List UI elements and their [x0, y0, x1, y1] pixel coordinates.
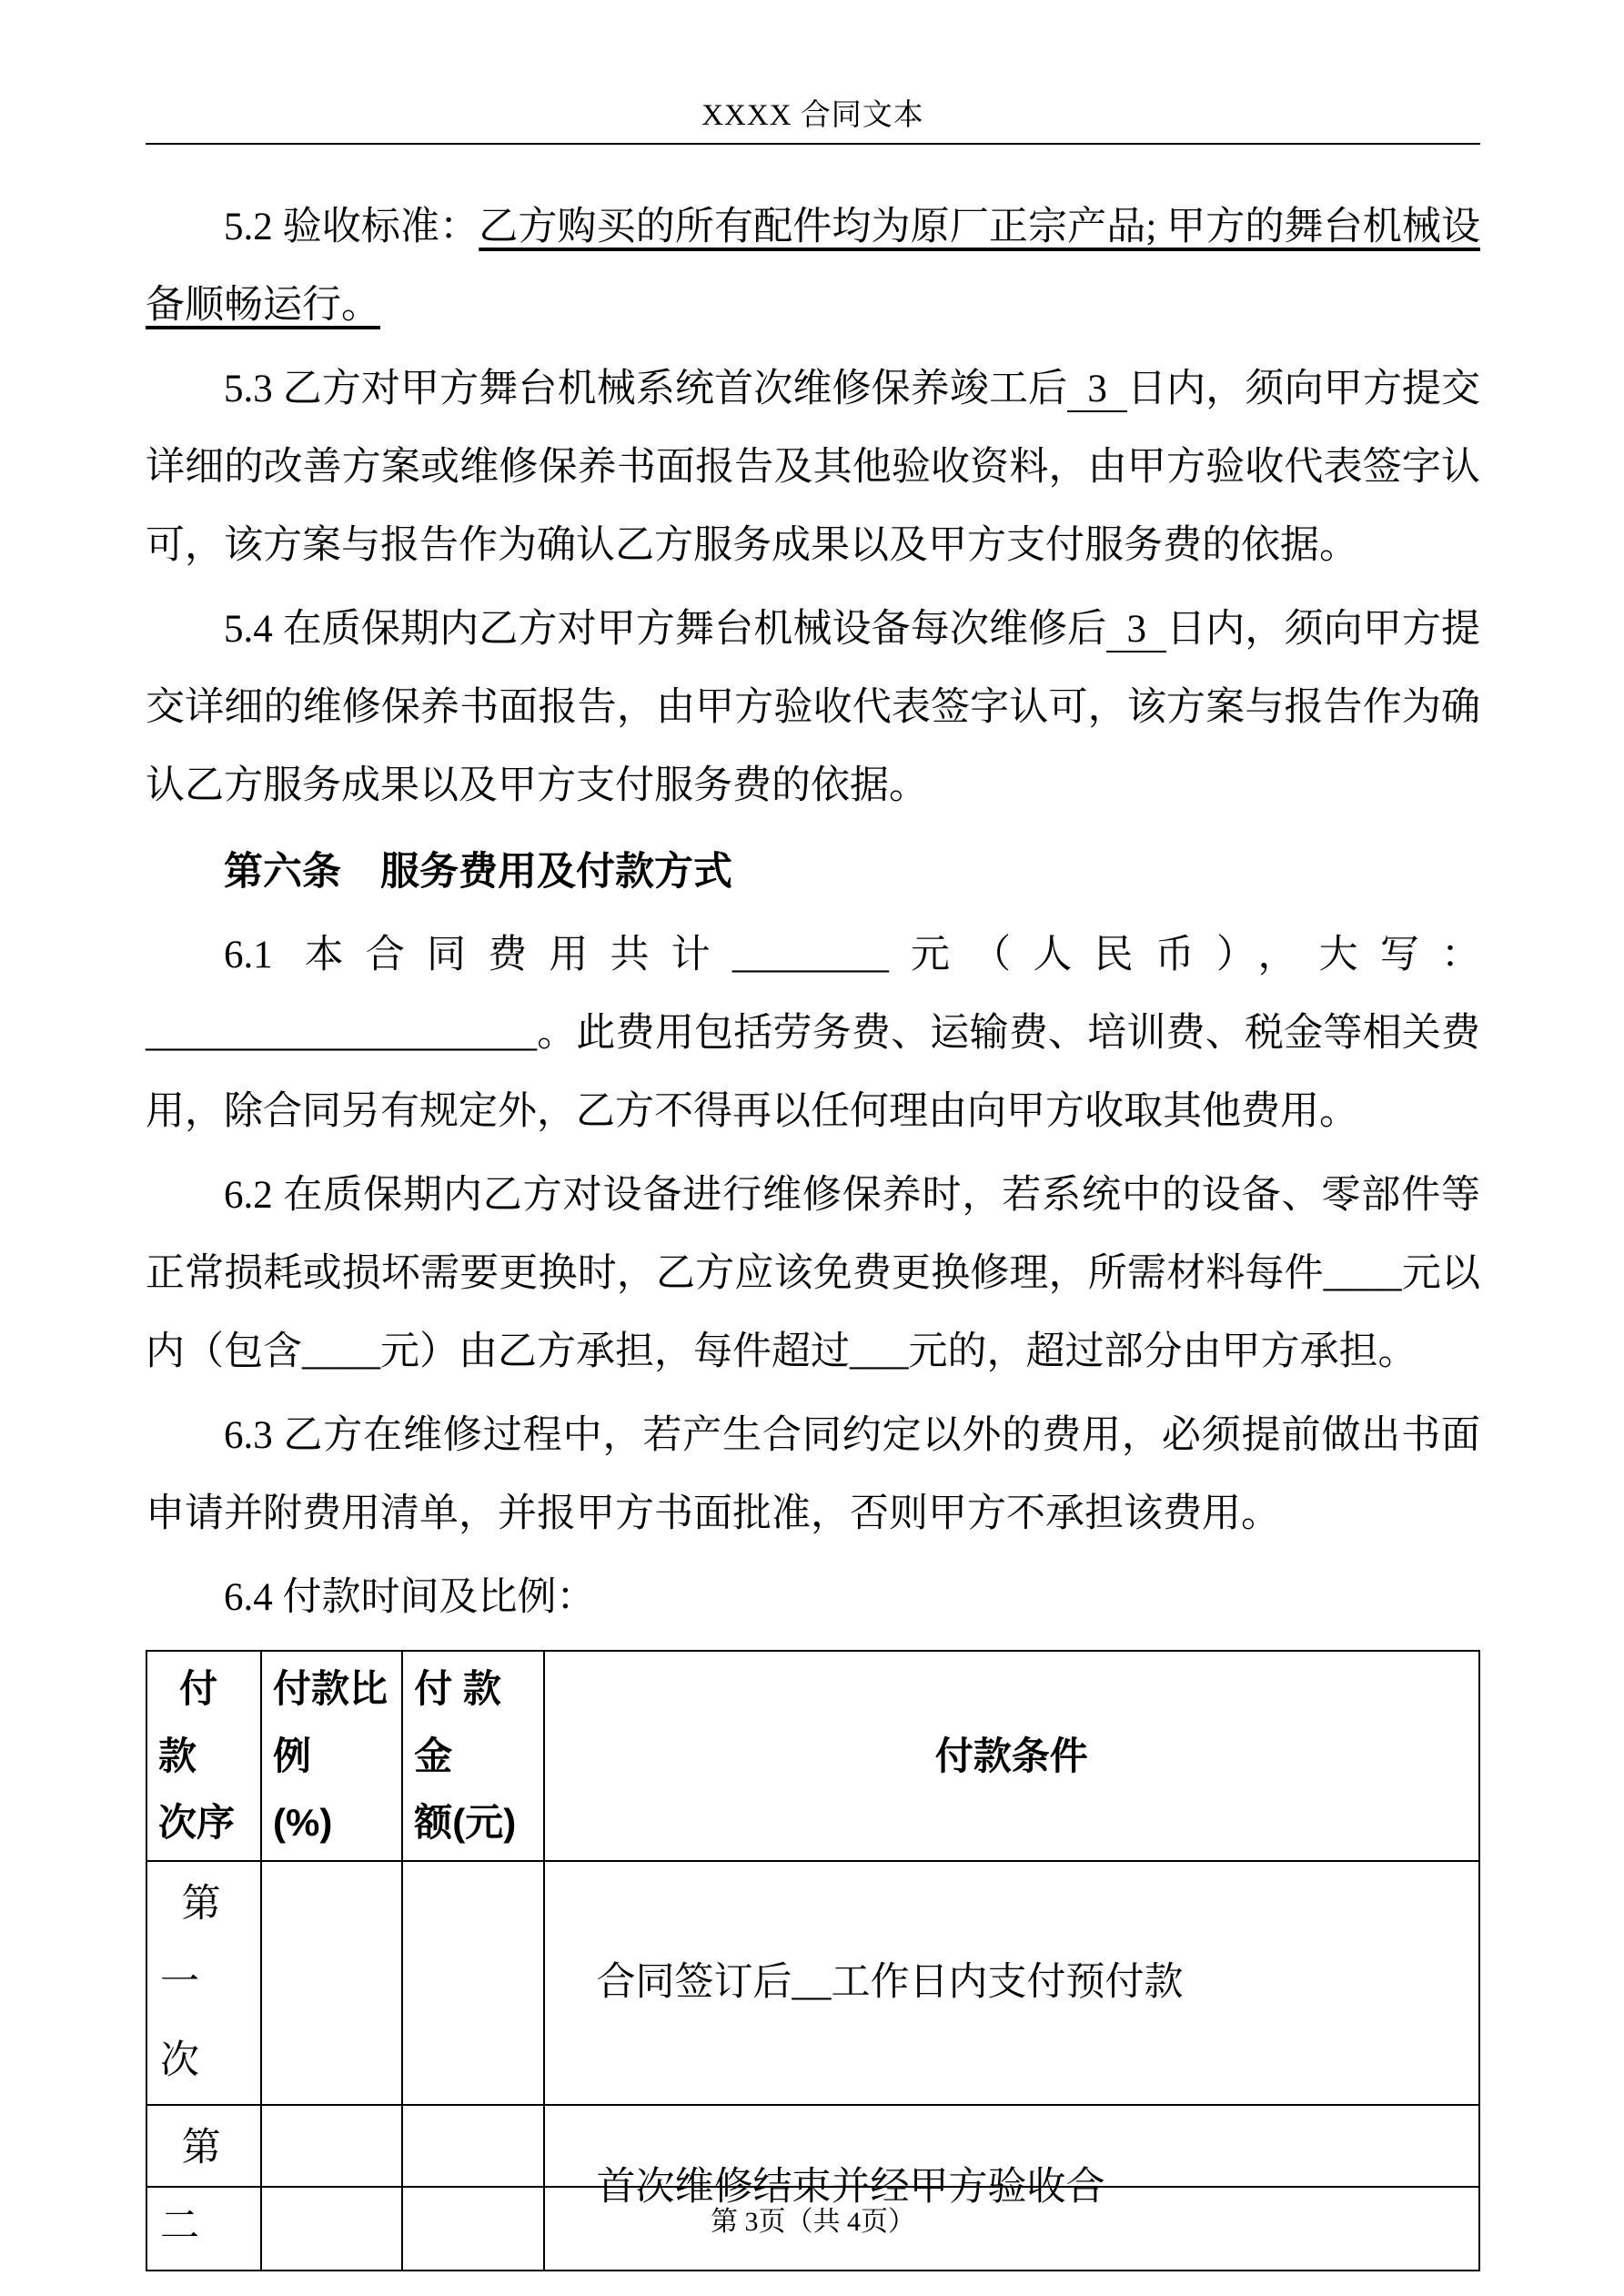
clause-6-1-blank-amount: ________	[731, 934, 889, 976]
clause-5-3-pre: 5.3 乙方对甲方舞台机械系统首次维修保养竣工后	[224, 368, 1068, 410]
clause-5-4-pre: 5.4 在质保期内乙方对甲方舞台机械设备每次维修后	[224, 608, 1107, 651]
cell-condition-second: 首次维修结束并经甲方验收合	[544, 2105, 1479, 2271]
cell-order-first-line1: 第 一	[160, 1882, 221, 2004]
cell-order-second-line1: 第 二	[160, 2126, 221, 2248]
clause-5-2-underlined-text: 乙方购买的所有配件均为原厂正宗产品; 甲方的舞台机械设备顺畅运行。	[146, 206, 1481, 327]
header-payment-order	[146, 1651, 261, 1861]
cell-condition-first: 合同签订后__工作日内支付预付款	[544, 1861, 1479, 2105]
header-payment-condition	[544, 1651, 1479, 1861]
document-footer	[146, 2186, 1480, 2239]
header-payment-amount-line2: 额(元)	[414, 1801, 517, 1844]
header-payment-condition-line1: 付款条件	[934, 1734, 1088, 1777]
clause-6-2-paragraph: 6.2 在质保期内乙方对设备进行维修保养时，若系统中的设备、零部件等正常损耗或损坏需要更换时，乙方应该免费更换修理，所需材料每件____元以内（包含____元）由乙方承担，每件超过___元的，超过部分由甲方承担。	[146, 1174, 1480, 1373]
article-6-heading: 第六条 服务费用及付款方式	[224, 850, 732, 894]
header-payment-order-line1: 付 款	[158, 1667, 218, 1777]
header-payment-order-line2: 次序	[158, 1801, 236, 1844]
clause-5-4-blank-days: 3	[1106, 608, 1166, 652]
header-payment-ratio-line1: 付款比例	[272, 1667, 388, 1777]
header-payment-ratio-line2: (%)	[272, 1801, 333, 1844]
cell-amount-first	[402, 1861, 543, 2105]
header-payment-amount-line1: 付 款 金	[414, 1667, 501, 1777]
document-body	[146, 145, 1480, 2271]
clause-6-3-paragraph: 6.3 乙方在维修过程中，若产生合同约定以外的费用，必须提前做出书面申请并附费用清单，并报甲方书面批准，否则甲方不承担该费用。	[146, 1414, 1480, 1535]
clause-5-3-blank-days: 3	[1067, 368, 1127, 412]
header-payment-ratio	[261, 1651, 402, 1861]
clause-5-3-post: 日内，须向甲方提交详细的改善方案或维修保养书面报告及其他验收资料，由甲方验收代表签字认可，该方案与报告作为确认乙方服务成果以及甲方支付服务费的依据。	[146, 368, 1481, 567]
payment-table-row-first	[146, 1861, 1479, 2105]
cell-order-first-line2: 次	[160, 2038, 199, 2082]
clause-5-4-post: 日内，须向甲方提交详细的维修保养书面报告，由甲方验收代表签字认可，该方案与报告作为确认乙方服务成果以及甲方支付服务费的依据。	[146, 608, 1481, 807]
cell-order-first	[146, 1861, 261, 2105]
clause-5-2-lead: 5.2 验收标准：	[224, 206, 479, 248]
clause-6-1-blank-words: ____________________	[146, 1012, 537, 1055]
header-title: XXXX 合同文本	[701, 99, 924, 132]
clause-5-2-paragraph	[146, 188, 1480, 345]
clause-5-4-paragraph	[146, 591, 1480, 825]
clause-6-1-mid: 元（人民币），大写：	[888, 934, 1481, 976]
clause-6-4-paragraph: 6.4 付款时间及比例：	[224, 1576, 596, 1619]
page-number-text: 第 3页（共 4页）	[711, 2207, 915, 2237]
clause-6-1-paragraph	[146, 916, 1480, 1151]
clause-6-1-post: 。此费用包括劳务费、运输费、培训费、税金等相关费用，除合同另有规定外，乙方不得再以任何理由向甲方收取其他费用。	[146, 1012, 1480, 1133]
payment-table-header-row	[146, 1651, 1479, 1861]
clause-5-3-paragraph	[146, 350, 1480, 585]
header-payment-amount	[402, 1651, 543, 1861]
document-header	[146, 0, 1480, 145]
cell-ratio-first	[261, 1861, 402, 2105]
payment-table	[146, 1650, 1480, 2271]
clause-6-1-pre: 6.1 本合同费用共计	[224, 934, 732, 976]
